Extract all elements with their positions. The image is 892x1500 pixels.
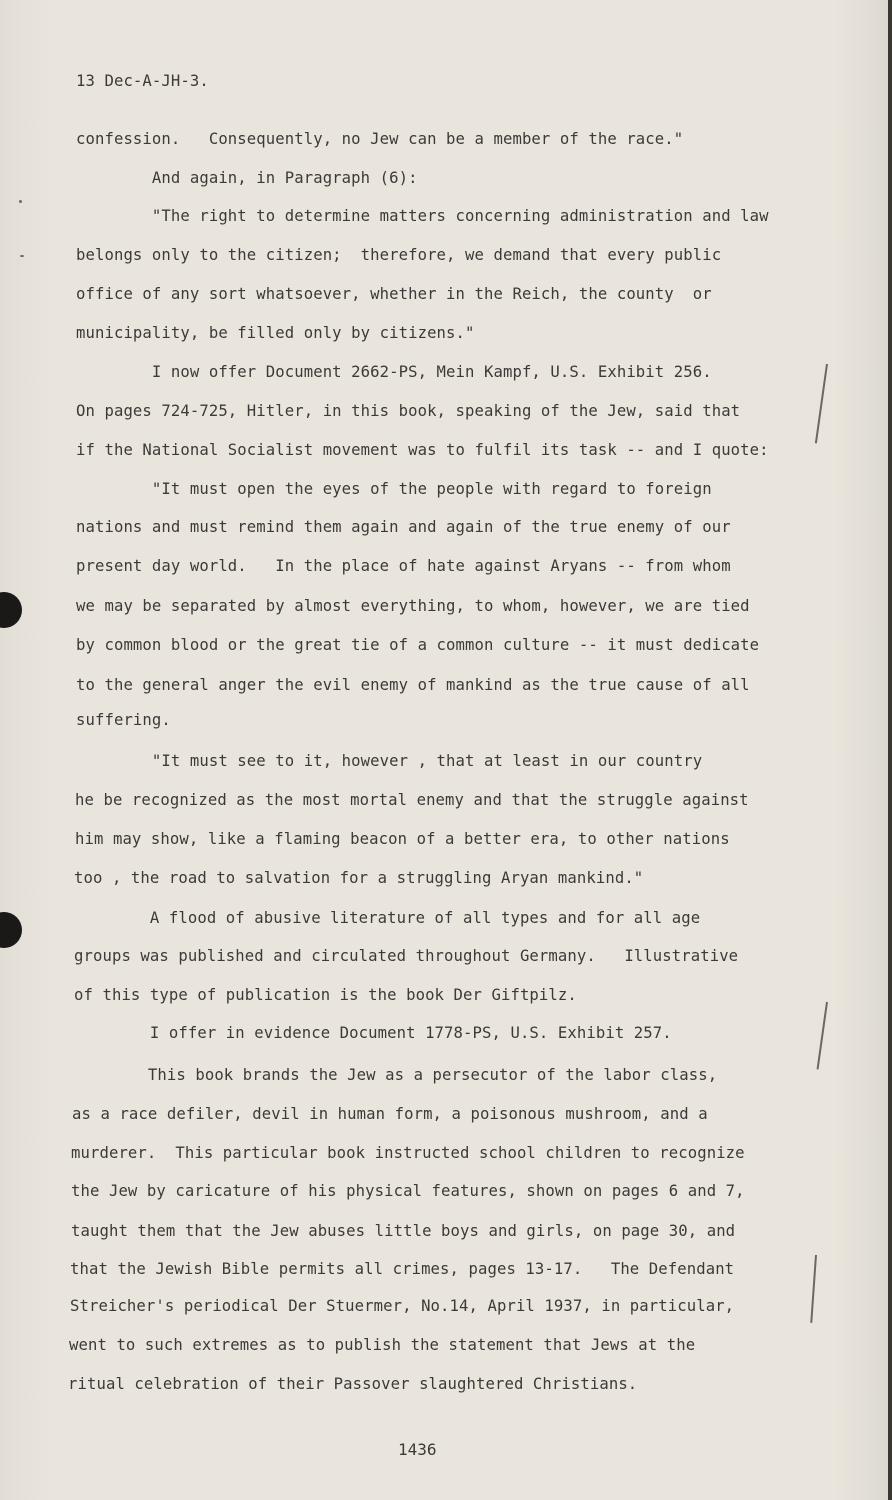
page-header: 13 Dec-A-JH-3. [76, 72, 209, 90]
text-line: belongs only to the citizen; therefore, we demand that every public [76, 246, 722, 264]
text-line: him may show, like a flaming beacon of a better era, to other nations [75, 830, 730, 848]
text-line: murderer. This particular book instructed school children to recognize [71, 1144, 745, 1162]
text-line: the Jew by caricature of his physical features, shown on pages 6 and 7, [71, 1182, 745, 1200]
text-line: ritual celebration of their Passover slaughtered Christians. [68, 1375, 638, 1393]
punch-hole-lower [0, 912, 22, 948]
text-line: "The right to determine matters concerning administration and law [76, 207, 769, 225]
text-line: taught them that the Jew abuses little boys and girls, on page 30, and [71, 1222, 736, 1240]
text-line: Streicher's periodical Der Stuermer, No.14, April 1937, in particular, [70, 1297, 735, 1315]
text-line: he be recognized as the most mortal enemy and that the struggle against [75, 791, 749, 809]
margin-mark [810, 1255, 817, 1323]
text-line: if the National Socialist movement was to fulfil its task -- and I quote: [76, 441, 769, 459]
text-line: I now offer Document 2662-PS, Mein Kampf, U.S. Exhibit 256. [76, 363, 712, 381]
text-line: we may be separated by almost everything, to whom, however, we are tied [76, 597, 750, 615]
text-line: municipality, be filled only by citizens." [76, 324, 475, 342]
page-edge [888, 0, 892, 1500]
text-line: I offer in evidence Document 1778-PS, U.S. Exhibit 257. [74, 1024, 672, 1042]
text-line: groups was published and circulated throughout Germany. Illustrative [74, 947, 739, 965]
text-line: went to such extremes as to publish the statement that Jews at the [69, 1336, 696, 1354]
text-line: confession. Consequently, no Jew can be a member of the race." [76, 130, 684, 148]
text-line: And again, in Paragraph (6): [76, 169, 418, 187]
text-line: office of any sort whatsoever, whether in the Reich, the county or [76, 285, 712, 303]
text-line: This book brands the Jew as a persecutor of the labor class, [72, 1066, 718, 1084]
paper-speck [19, 200, 22, 203]
text-line: to the general anger the evil enemy of mankind as the true cause of all [76, 676, 750, 694]
margin-mark [817, 1002, 828, 1070]
punch-hole-upper [0, 592, 22, 628]
text-line: A flood of abusive literature of all types and for all age [74, 909, 701, 927]
text-line: that the Jewish Bible permits all crimes, pages 13-17. The Defendant [70, 1260, 735, 1278]
paper-speck [20, 255, 24, 257]
text-line: present day world. In the place of hate against Aryans -- from whom [76, 557, 731, 575]
text-line: "It must open the eyes of the people with regard to foreign [76, 480, 712, 498]
text-line: nations and must remind them again and again of the true enemy of our [76, 518, 731, 536]
margin-mark [815, 364, 828, 443]
text-line: of this type of publication is the book Der Giftpilz. [74, 986, 577, 1004]
text-line: "It must see to it, however , that at least in our country [76, 752, 703, 770]
text-line: too , the road to salvation for a struggling Aryan mankind." [74, 869, 644, 887]
text-line: suffering. [76, 711, 171, 729]
text-line: On pages 724-725, Hitler, in this book, speaking of the Jew, said that [76, 402, 741, 420]
text-line: as a race defiler, devil in human form, a poisonous mushroom, and a [72, 1105, 708, 1123]
page-number: 1436 [398, 1440, 437, 1459]
text-line: by common blood or the great tie of a common culture -- it must dedicate [76, 636, 760, 654]
